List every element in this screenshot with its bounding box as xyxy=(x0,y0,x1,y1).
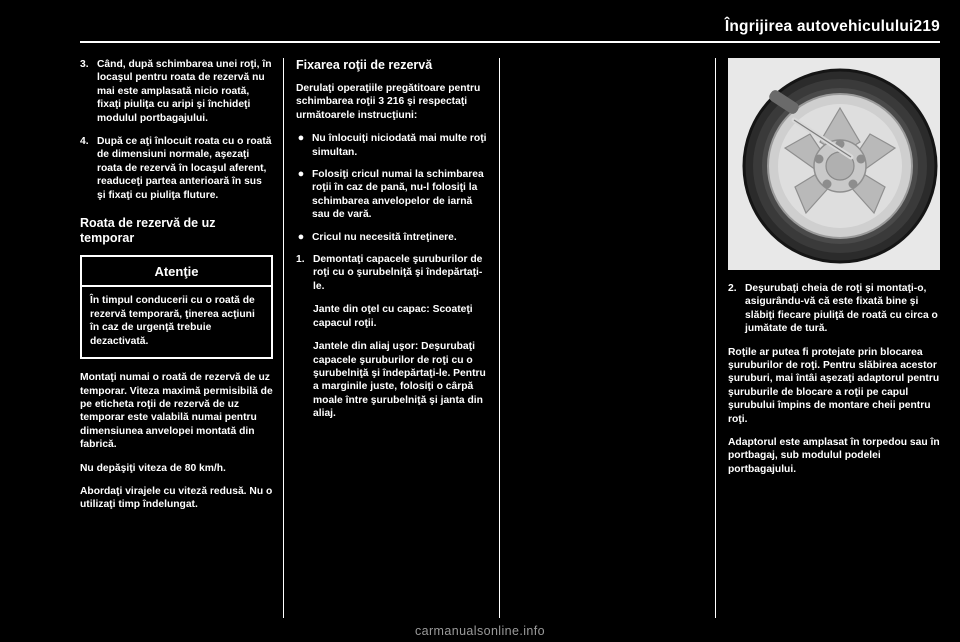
page-header xyxy=(80,18,940,36)
bullet-dot-icon: ● xyxy=(297,230,305,243)
section-heading-fixing-spare-wheel: Fixarea roţii de rezervă xyxy=(296,58,433,72)
list-item-number: 4. xyxy=(80,136,89,148)
paragraph: Adaptorul este amplasat în torpedou sau în portbagaj, sub modulul podelei portbagajului. xyxy=(728,437,940,475)
list-item-text: Deşurubaţi cheia de roţi şi montaţi-o, asigurându-vă că este fixată bine şi slăbiţi fiecare piuliţă de roată cu circa o jumătate de tură. xyxy=(745,283,938,335)
warning-body: În timpul conducerii cu o roată de rezervă temporară, ţinerea acţiuni în caz de urgenţă trebuie dezactivată. xyxy=(90,295,255,347)
paragraph: Roţile ar putea fi protejate prin blocarea şuruburilor de roţi. Pentru slăbirea acestor şuruburi, mai întâi aşezaţi adaptorul pentru şuruburile de blocare a roţii pe capul şurubului împins de montare cheii pentru roţi. xyxy=(728,346,940,425)
column-divider-2 xyxy=(499,58,500,618)
paragraph: Nu depăşiţi viteza de 80 km/h. xyxy=(80,462,226,474)
bullet-dot-icon: ● xyxy=(297,132,305,145)
bullet-text: Cricul nu necesită întreţinere. xyxy=(312,231,457,243)
bullet-item xyxy=(296,168,490,222)
list-item-number: 3. xyxy=(80,59,89,70)
warning-title: Atenţie xyxy=(82,257,271,287)
paragraph: Jantele din aliaj uşor: Deşurubaţi capacele şuruburilor de roţi cu o şurubelniţă şi îndepărtaţi-le. Pentru a marginile juste, folosiţi o cârpă moale între şurubelniţă şi janta din aliaj. xyxy=(313,341,486,420)
watermark: carmanualsonline.info xyxy=(414,624,545,638)
list-item xyxy=(80,58,273,125)
header-rule xyxy=(80,41,940,43)
list-item-number: 2. xyxy=(728,283,737,294)
column-4 xyxy=(728,58,940,486)
page-title: Îngrijirea autovehiculului xyxy=(724,18,914,35)
bullet-text: Nu înlocuiţi niciodată mai multe roţi simultan. xyxy=(312,133,487,158)
bullet-item-small xyxy=(296,231,490,244)
paragraph-intro: Derulaţi operaţiile pregătitoare pentru schimbarea roţii 3 216 şi respectaţi următoarele instrucţiuni: xyxy=(296,83,481,121)
list-item-text: Demontaţi capacele şuruburilor de roţi cu o şurubelniţă şi îndepărtaţi-le. xyxy=(313,254,483,292)
bullet-text: Folosiţi cricul numai la schimbarea roţii în caz de pană, nu-l folosiţi la schimbarea anvelopelor de iarnă sau de vară. xyxy=(312,169,484,221)
list-item xyxy=(728,282,940,336)
section-heading-spare-wheel: Roata de rezervă de uz temporar xyxy=(80,216,216,246)
list-item xyxy=(80,135,273,202)
column-divider-1 xyxy=(283,58,284,618)
page-number: 219 xyxy=(913,18,940,35)
wheel-diagram-svg xyxy=(728,58,940,270)
paragraph: Abordaţi virajele cu viteză redusă. Nu o utilizaţi timp îndelungat. xyxy=(80,485,273,511)
warning-box xyxy=(80,255,273,359)
paragraph: Jante din oţel cu capac: Scoateţi capacul roţii. xyxy=(313,304,473,329)
list-item-text: Când, după schimbarea unei roţi, în locaşul pentru roata de rezervă nu mai este amplasată nicio roată, fixaţi piuliţa cu aripi şi închideţi modulul portbagajului. xyxy=(97,59,272,124)
paragraph: Montaţi numai o roată de rezervă de uz temporar. Viteza maximă permisibilă de pe eticheta roţii de rezervă de uz temporar este valabilă numai pentru dimensiunea anvelopei montată din fabrică. xyxy=(80,372,273,451)
list-item-text: După ce aţi înlocuit roata cu o roată de dimensiuni normale, aşezaţi roata de rezervă în locaşul aferent, readuceţi partea anterioară în sus şi fixaţi cu piuliţa fluture. xyxy=(97,136,272,201)
list-item-number: 1. xyxy=(296,254,305,266)
list-item xyxy=(296,253,490,293)
column-1 xyxy=(80,58,273,522)
column-divider-3 xyxy=(715,58,716,618)
bullet-item xyxy=(296,132,490,159)
wheel-illustration xyxy=(728,58,940,270)
bullet-dot-icon: ● xyxy=(297,168,305,181)
column-2 xyxy=(296,58,490,431)
